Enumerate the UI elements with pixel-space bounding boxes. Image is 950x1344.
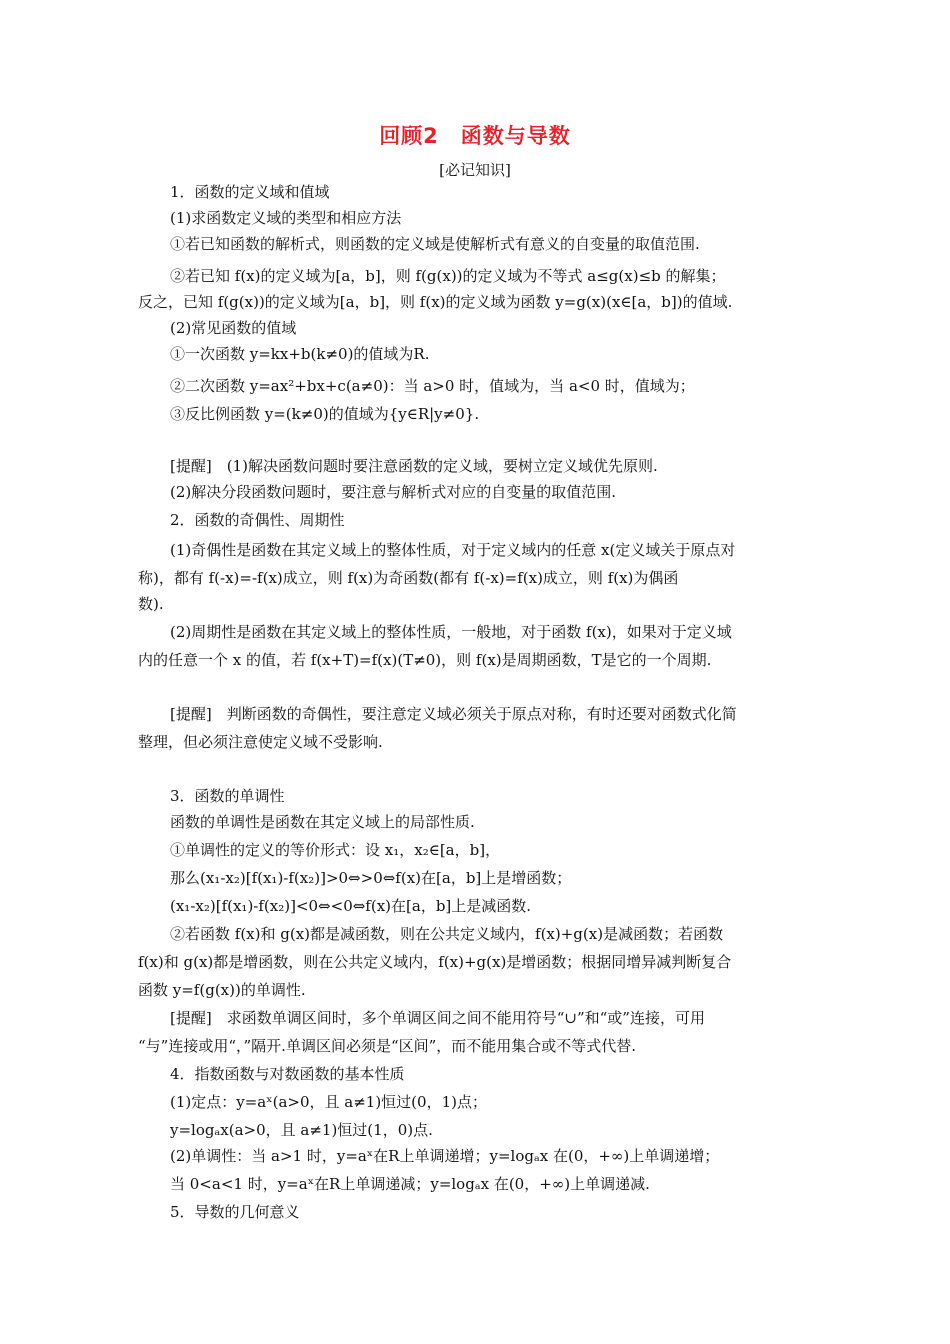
heading-3: 3．函数的单调性 [170, 787, 285, 805]
paragraph-line: ②二次函数 y=ax²+bx+c(a≠0)：当 a>0 时，值域为，当 a<0 时，值域为； [170, 377, 695, 395]
note-line: [提醒] 判断函数的奇偶性，要注意定义域必须关于原点对称，有时还要对函数式化简 [170, 705, 737, 723]
paragraph-line: y=logₐx(a>0，且 a≠1)恒过(1，0)点. [170, 1121, 433, 1139]
page-title: 回顾2 函数与导数 [379, 124, 571, 148]
note-line: [提醒] (1)解决函数问题时要注意函数的定义域，要树立定义域优先原则. [170, 457, 658, 475]
note-line: [提醒] 求函数单调区间时，多个单调区间之间不能用符号“∪”和“或”连接，可用 [170, 1009, 705, 1027]
paragraph-line: f(x)和 g(x)都是增函数，则在公共定义域内，f(x)+g(x)是增函数；根据同增异减判断复合 [138, 953, 732, 971]
paragraph-line: (2)单调性：当 a>1 时，y=aˣ在R上单调递增；y=logₐx 在(0，+∞)上单调递增； [170, 1147, 720, 1165]
paragraph-line: ②若已知 f(x)的定义域为[a，b]，则 f(g(x))的定义域为不等式 a≤g(x)≤b 的解集； [170, 267, 726, 285]
paragraph-line: ②若函数 f(x)和 g(x)都是减函数，则在公共定义域内，f(x)+g(x)是减函数；若函数 [170, 925, 724, 943]
heading-1: 1．函数的定义域和值域 [170, 183, 330, 201]
paragraph-line: (2)常见函数的值域 [170, 319, 297, 337]
paragraph-line: ①单调性的定义的等价形式：设 x₁，x₂∈[a，b]， [170, 841, 501, 859]
paragraph-line: 函数的单调性是函数在其定义域上的局部性质. [170, 813, 475, 831]
heading-2: 2．函数的奇偶性、周期性 [170, 511, 345, 529]
paragraph-line: (1)求函数定义域的类型和相应方法 [170, 209, 402, 227]
paragraph-line: (x₁-x₂)[f(x₁)-f(x₂)]<0⇔<0⇔f(x)在[a，b]上是减函数. [170, 897, 532, 915]
heading-4: 4．指数函数与对数函数的基本性质 [170, 1065, 405, 1083]
paragraph-line: (1)定点：y=aˣ(a>0，且 a≠1)恒过(0，1)点； [170, 1093, 487, 1111]
paragraph-line: ③反比例函数 y=(k≠0)的值域为{y∈R|y≠0}. [170, 405, 480, 423]
paragraph-line: 当 0<a<1 时，y=aˣ在R上单调递减；y=logₐx 在(0，+∞)上单调递减. [170, 1175, 650, 1193]
paragraph-line: 那么(x₁-x₂)[f(x₁)-f(x₂)]>0⇔>0⇔f(x)在[a，b]上是增函数； [170, 869, 572, 887]
heading-5: 5．导数的几何意义 [170, 1203, 300, 1221]
paragraph-line: 函数 y=f(g(x))的单调性. [138, 981, 306, 999]
section-subtitle: [必记知识] [439, 161, 511, 179]
paragraph-line: 反之，已知 f(g(x))的定义域为[a，b]，则 f(x)的定义域为函数 y=g(x)(x∈[a，b])的值域. [138, 293, 733, 311]
paragraph-line: (1)奇偶性是函数在其定义域上的整体性质，对于定义域内的任意 x(定义域关于原点对 [170, 541, 736, 559]
note-line: (2)解决分段函数问题时，要注意与解析式对应的自变量的取值范围. [170, 483, 617, 501]
paragraph-line: 数). [138, 595, 164, 613]
paragraph-line: 称)，都有 f(-x)=-f(x)成立，则 f(x)为奇函数(都有 f(-x)=f(x)成立，则 f(x)为偶函 [138, 569, 679, 587]
paragraph-line: ①一次函数 y=kx+b(k≠0)的值域为R. [170, 345, 430, 363]
note-line: 整理，但必须注意使定义域不受影响. [138, 733, 383, 751]
paragraph-line: (2)周期性是函数在其定义域上的整体性质，一般地，对于函数 f(x)，如果对于定义域 [170, 623, 732, 641]
note-line: “与”连接或用“，”隔开.单调区间必须是“区间”，而不能用集合或不等式代替. [138, 1037, 637, 1055]
paragraph-line: 内的任意一个 x 的值，若 f(x+T)=f(x)(T≠0)，则 f(x)是周期函数，T是它的一个周期. [138, 651, 712, 669]
paragraph-line: ①若已知函数的解析式，则函数的定义域是使解析式有意义的自变量的取值范围. [170, 235, 700, 253]
